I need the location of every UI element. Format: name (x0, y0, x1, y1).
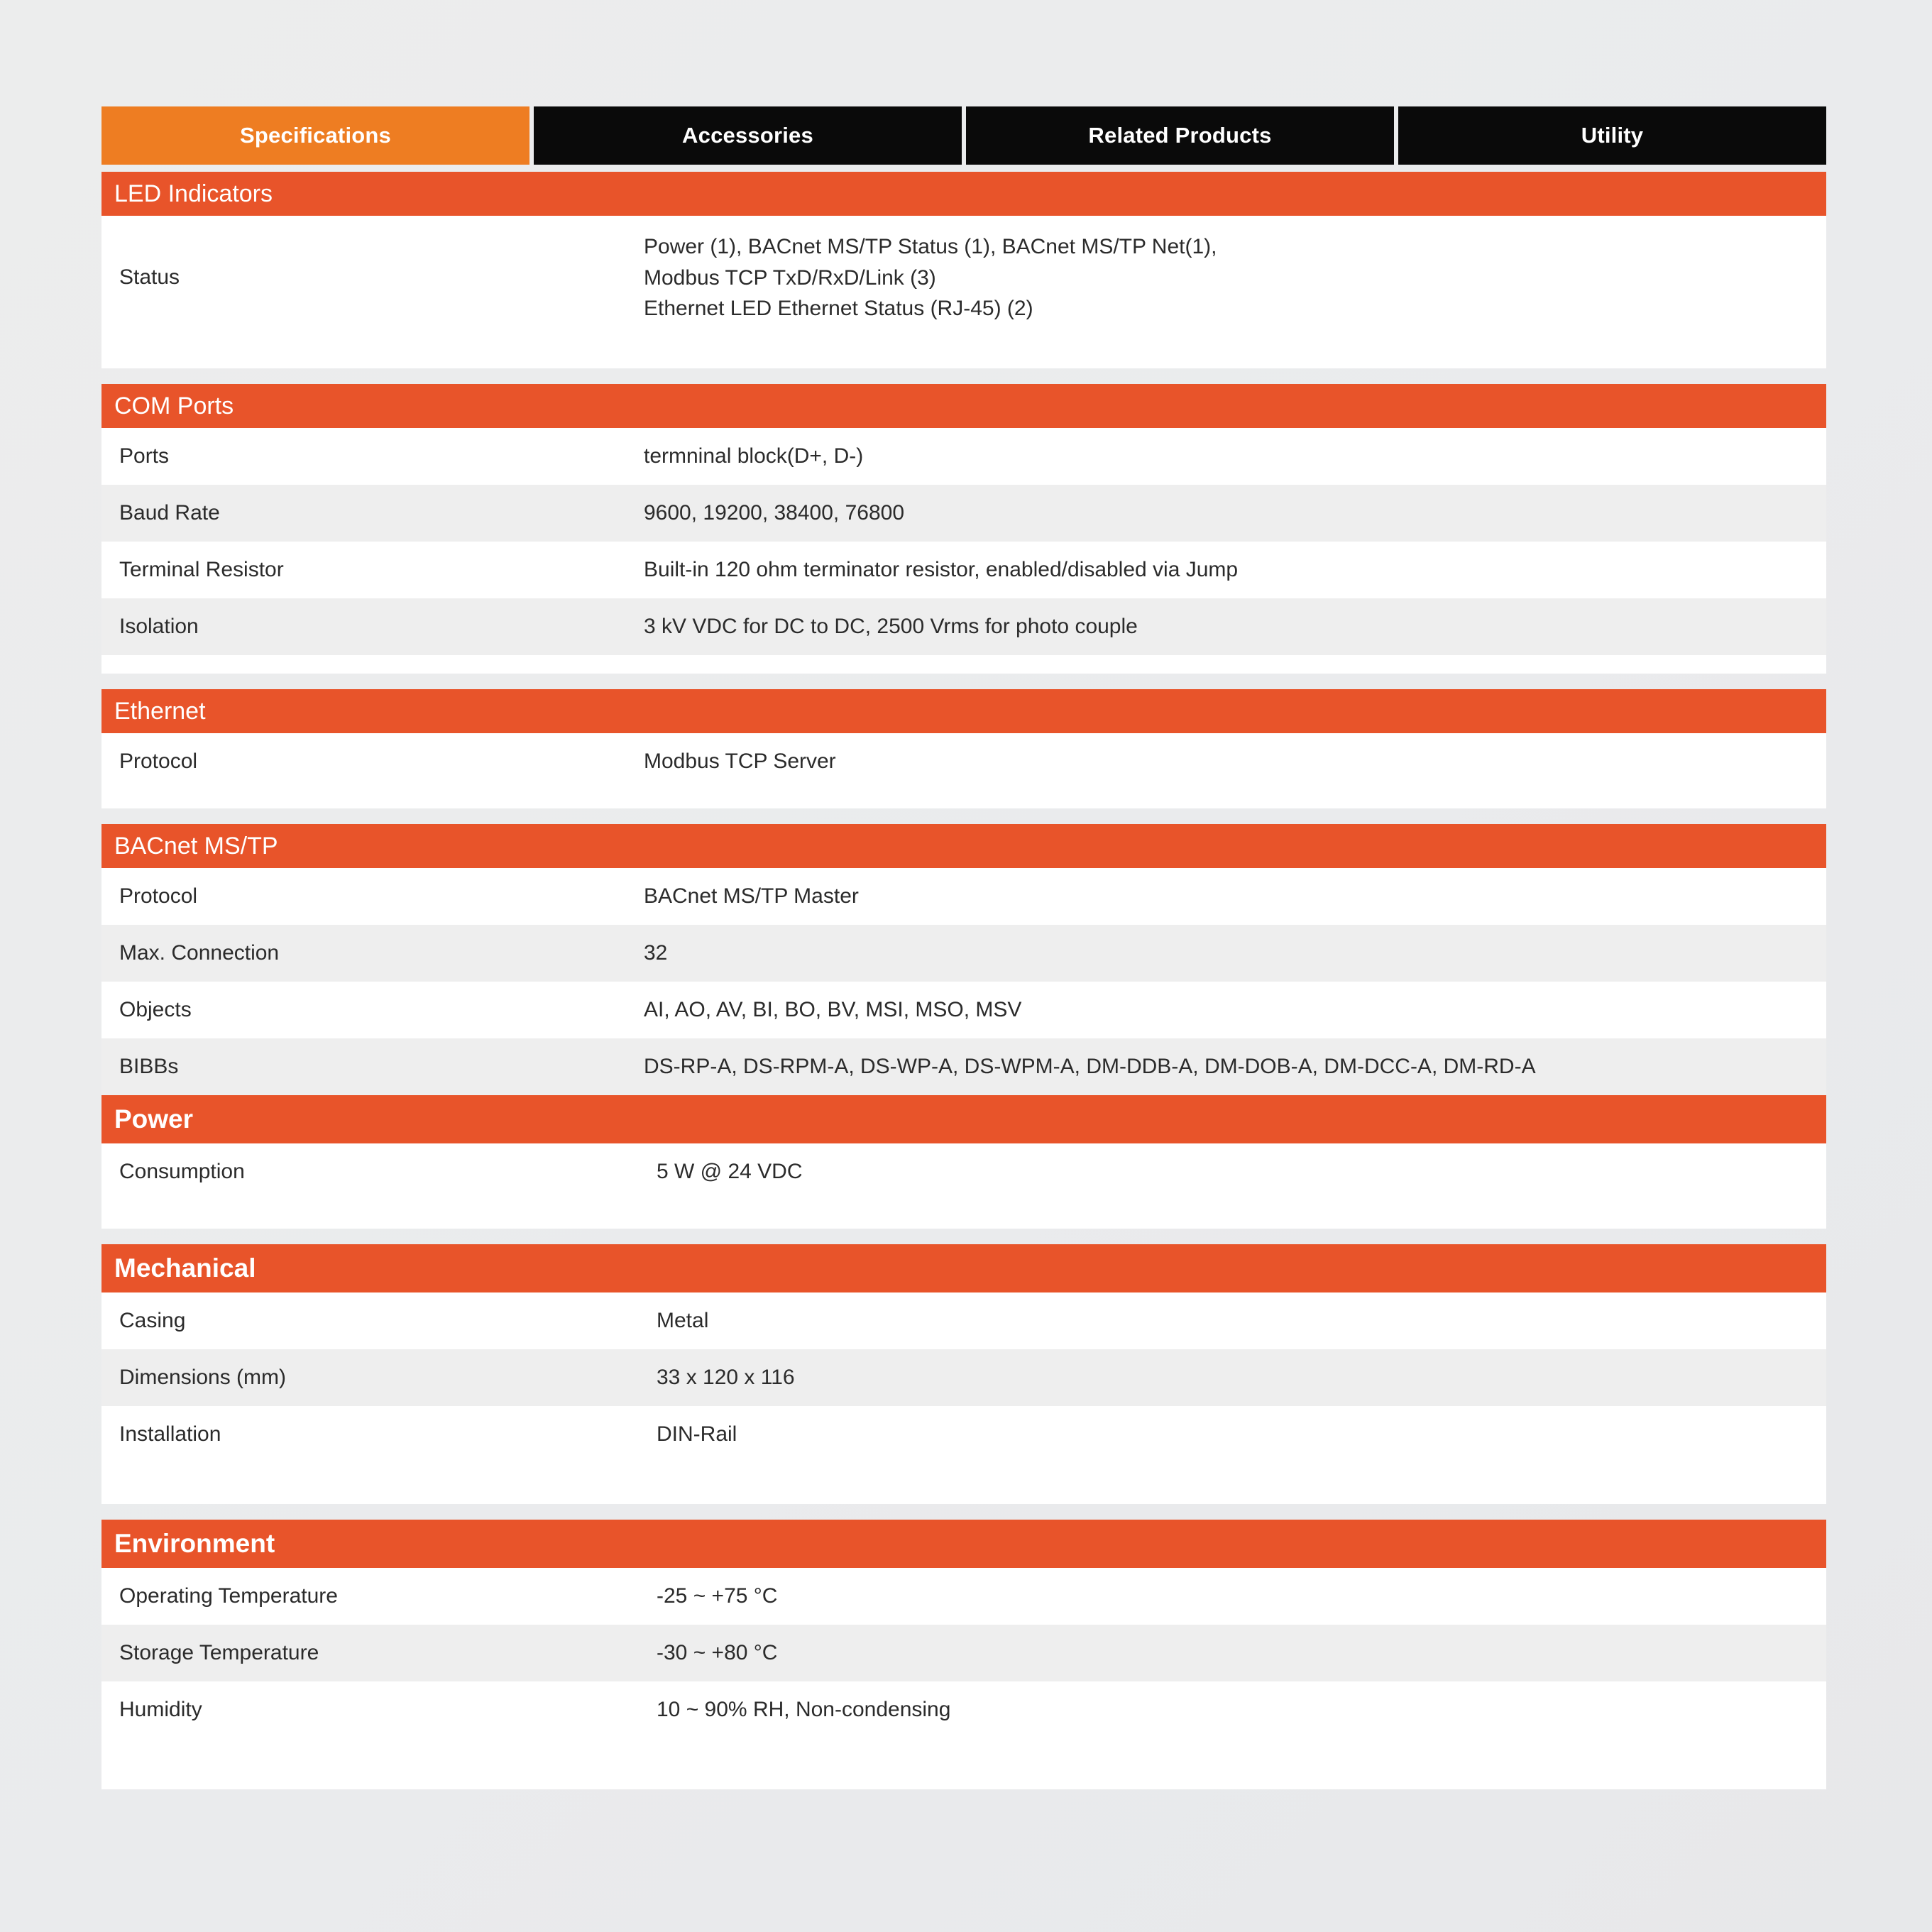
section-title-led-indicators: LED Indicators (114, 180, 273, 207)
table-row (101, 428, 1826, 485)
section-header-environment (101, 1520, 1826, 1568)
table-row (101, 1038, 1826, 1095)
section-title-power: Power (114, 1104, 194, 1134)
section-mechanical (101, 1244, 1826, 1504)
row-value (644, 231, 1826, 324)
section-spacer (101, 808, 1826, 824)
row-value: 32 (644, 941, 668, 965)
table-row (101, 925, 1826, 982)
table-row (101, 1406, 1826, 1463)
section-power (101, 1095, 1826, 1229)
row-label: Max. Connection (119, 940, 280, 965)
row-value: Built-in 120 ohm terminator resistor, enabled/disabled via Jump (644, 558, 1239, 582)
section-bacnet-mstp (101, 824, 1826, 1095)
row-label: Protocol (119, 749, 198, 773)
section-spacer (101, 1504, 1826, 1520)
section-spacer (101, 368, 1826, 384)
section-header-com-ports (101, 384, 1826, 428)
row-spacer (101, 790, 1826, 808)
tab-related-products[interactable] (966, 106, 1394, 165)
row-label: Casing (119, 1308, 186, 1332)
table-row (101, 216, 1826, 340)
section-title-environment: Environment (114, 1529, 275, 1558)
section-ethernet (101, 689, 1826, 808)
row-value: BACnet MS/TP Master (644, 884, 859, 909)
row-value: -25 ~ +75 °C (657, 1584, 778, 1608)
row-value: 9600, 19200, 38400, 76800 (644, 501, 905, 525)
tab-related-products-label: Related Products (1088, 123, 1272, 148)
row-label: Status (119, 265, 180, 290)
section-header-bacnet-mstp (101, 824, 1826, 868)
row-value-line: Modbus TCP TxD/RxD/Link (3) (644, 265, 936, 290)
section-com-ports (101, 384, 1826, 674)
table-row (101, 1143, 1826, 1200)
row-label: Dimensions (mm) (119, 1365, 287, 1389)
tab-accessories-label: Accessories (682, 123, 813, 148)
section-header-led-indicators (101, 172, 1826, 216)
table-row (101, 982, 1826, 1038)
tab-accessories[interactable] (534, 106, 962, 165)
section-spacer (101, 1229, 1826, 1244)
row-label: Baud Rate (119, 500, 220, 525)
table-row (101, 485, 1826, 542)
row-value: termninal block(D+, D-) (644, 444, 864, 468)
table-row (101, 1349, 1826, 1406)
row-spacer (101, 1463, 1826, 1504)
row-value: -30 ~ +80 °C (657, 1641, 778, 1665)
row-label: Isolation (119, 614, 199, 638)
table-row (101, 868, 1826, 925)
content-container (101, 106, 1826, 1789)
row-spacer (101, 655, 1826, 674)
section-rows-environment (101, 1568, 1826, 1789)
tabbar-spacer (101, 165, 1826, 172)
section-environment (101, 1520, 1826, 1789)
section-title-com-ports: COM Ports (114, 392, 234, 419)
row-label: Operating Temperature (119, 1584, 338, 1608)
row-label: Protocol (119, 884, 198, 908)
table-row (101, 1681, 1826, 1738)
row-spacer (101, 1738, 1826, 1789)
tab-utility[interactable] (1398, 106, 1826, 165)
row-label: Storage Temperature (119, 1640, 319, 1664)
section-header-mechanical (101, 1244, 1826, 1292)
row-value: DS-RP-A, DS-RPM-A, DS-WP-A, DS-WPM-A, DM-DDB-A, DM-DOB-A, DM-DCC-A, DM-RD-A (644, 1055, 1536, 1079)
section-title-ethernet: Ethernet (114, 697, 206, 725)
row-value: 33 x 120 x 116 (657, 1366, 795, 1390)
row-value: 10 ~ 90% RH, Non-condensing (657, 1698, 951, 1722)
section-title-mechanical: Mechanical (114, 1253, 256, 1283)
row-value: 5 W @ 24 VDC (657, 1160, 803, 1184)
tab-specifications-label: Specifications (240, 123, 391, 148)
row-label: Humidity (119, 1697, 202, 1721)
table-row (101, 542, 1826, 598)
section-rows-bacnet-mstp (101, 868, 1826, 1095)
row-value: AI, AO, AV, BI, BO, BV, MSI, MSO, MSV (644, 998, 1022, 1022)
row-value-line: Ethernet LED Ethernet Status (RJ-45) (2) (644, 297, 1033, 321)
row-label: Objects (119, 997, 192, 1021)
row-label: BIBBs (119, 1054, 179, 1078)
section-rows-mechanical (101, 1292, 1826, 1504)
row-value: 3 kV VDC for DC to DC, 2500 Vrms for photo couple (644, 615, 1138, 639)
section-rows-ethernet (101, 733, 1826, 808)
table-row (101, 733, 1826, 790)
section-title-bacnet-mstp: BACnet MS/TP (114, 832, 278, 860)
section-rows-power (101, 1143, 1826, 1229)
row-label: Ports (119, 444, 170, 468)
row-spacer (101, 1200, 1826, 1229)
table-row (101, 1625, 1826, 1681)
row-value-line: Power (1), BACnet MS/TP Status (1), BACnet MS/TP Net(1), (644, 235, 1217, 259)
tab-utility-label: Utility (1581, 123, 1644, 148)
section-led-indicators (101, 172, 1826, 368)
row-label: Installation (119, 1422, 221, 1446)
tab-specifications[interactable] (101, 106, 529, 165)
row-spacer (101, 340, 1826, 368)
table-row (101, 1568, 1826, 1625)
table-row (101, 1292, 1826, 1349)
row-value: Metal (657, 1309, 709, 1333)
table-row (101, 598, 1826, 655)
section-spacer (101, 674, 1826, 689)
section-rows-led-indicators (101, 216, 1826, 368)
row-value: Modbus TCP Server (644, 750, 836, 774)
section-header-power (101, 1095, 1826, 1143)
product-tabs (101, 106, 1826, 165)
section-rows-com-ports (101, 428, 1826, 674)
section-header-ethernet (101, 689, 1826, 733)
row-value: DIN-Rail (657, 1422, 737, 1447)
row-label: Consumption (119, 1159, 245, 1183)
row-label: Terminal Resistor (119, 557, 284, 581)
